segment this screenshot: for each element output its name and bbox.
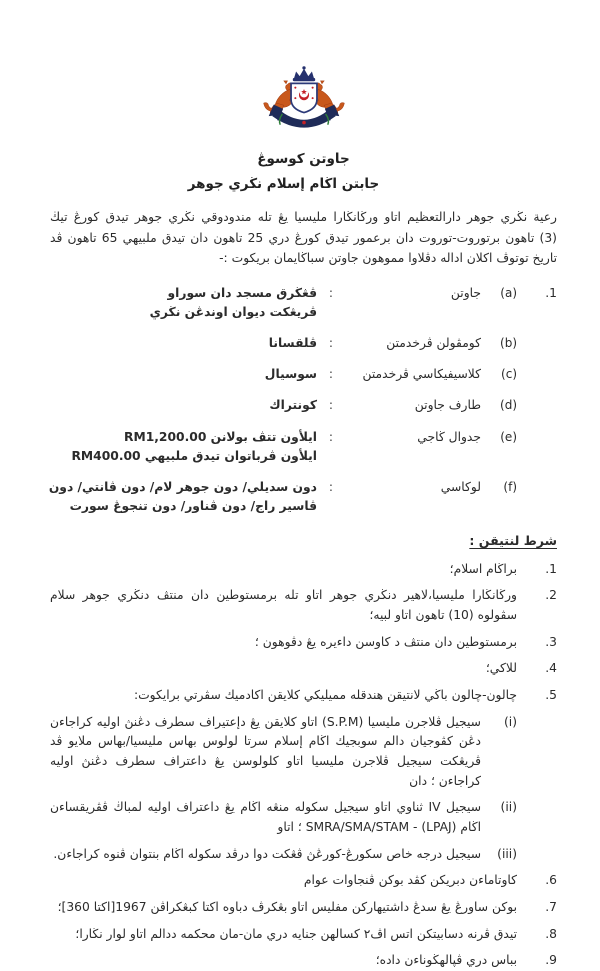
row-letter: (b) [500,336,517,351]
conditions-heading: شرط لنتيقن : [469,532,557,548]
row-letter: (e) [500,429,517,444]
sub-item-text: سيجيل ڤلاجرن مليسيا (S.P.M) اتاو كلايقن يڠ دإعتيراف سطرف دڠنڽ اوليه كراجاءن دڠن كڤوجيان دالم سوبجيك اڬام إسلام سرتا لولوس بهاس مليسيا/بهاس ملايو ڤد ڤريڠكت سيجيل ڤلاجرن مليسيا اتاو كلولوسن يڠ داعتراف سطرف دڠنڽ اوليه كراجاءن ؛ دان [50,714,481,788]
sub-item [50,713,517,792]
item-text: ورڬانڬارا مليسيا،لاهير دنڬري جوهر اتاو تله برمستوطين دان منتڤ دنڬري جوهر سلام سڤولوه (10) تاهون اتاو لبيه؛ [50,588,517,623]
vacancy-row-a [50,284,557,322]
sub-item [50,798,517,837]
item-number: 7. [545,900,557,915]
intro-line: تاريخ توتوڤ اكلان اداله دڤلاوا مموهون جاوتن سباڬايمان بريكوت :- [219,251,557,265]
condition-item [50,560,557,580]
row-label: جاوتن [450,286,481,301]
qualification-sublist [50,713,517,865]
item-text: للاكي؛ [485,661,517,676]
item-number: 8. [545,926,557,941]
item-number: 2. [545,588,557,603]
intro-line: رعية نڬري جوهر دارالتعظيم اتاو ورڬانڬارا مليسيا يڠ تله مندودوقي نڬري جوهر تيدق كورڠ تيڬ [50,210,557,225]
row-value: دون سديلي/ دون جوهر لام/ دون ڤانتي/ دون ڤاسير راج/ دون ڤناور/ دون تنجوڠ سورت [48,479,317,513]
johor-crest-icon [250,62,358,140]
sub-item-text: سيجيل IV ثناوي اتاو سيجيل سكوله منڠه اڬام يڠ داعتراف اوليه لمباڬ ڤڤريقساءن اڬام (LPAJ) - SMRA/SMA/STAM ؛ اتاو [50,800,481,835]
intro-line: (3) تاهون برتوروت-توروت دان برعمور تيدق كورڠ دري 25 تاهون دان تيدق ملبيهي 65 تاهون ڤد [50,230,557,245]
item-text: برمستوطين دان منتڤ د كاوسن داءيره يڠ دڤوهون ؛ [254,634,517,649]
conditions-list [50,560,557,971]
row-colon: : [328,429,333,444]
row-colon: : [328,398,333,413]
section-number: 1. [545,286,557,301]
row-letter: (c) [501,367,517,382]
item-text: كاوتاماءن دبريكن كڤد بوكن ڤنجاوات عوام [303,873,517,888]
vacancy-row-d [50,396,557,415]
item-number: 5. [545,688,557,703]
vacancy-row-e [50,428,557,466]
sub-item-number: (iii) [497,846,517,861]
row-value: ڤلقسانا [268,336,317,351]
row-letter: (a) [500,286,517,301]
vacancy-details [50,284,557,515]
row-label: كلاسيفيكاسي ڤرخدمتن [362,367,481,382]
row-colon: : [328,336,333,351]
condition-item [50,659,557,679]
item-number: 9. [545,953,557,968]
item-number: 4. [545,661,557,676]
item-number: 6. [545,873,557,888]
condition-item [50,633,557,653]
sub-item-number: (i) [503,714,517,729]
row-colon: : [328,367,333,382]
row-colon: : [328,286,333,301]
row-letter: (d) [500,398,517,413]
item-number: 3. [545,634,557,649]
row-value: سوسيال [264,367,317,382]
row-value: كونتراك [269,398,317,413]
condition-item [50,586,557,625]
row-letter: (f) [503,479,517,494]
row-label: طارف جاوتن [414,398,481,413]
row-colon: : [328,479,333,494]
sub-item-number: (ii) [500,800,517,815]
row-value: ڤڠڬرق مسجد دان سوراو ڤريڠكت ديوان اوندڠن نڬري [149,286,317,320]
vacancy-row-c [50,365,557,384]
item-text: چالون-چالون باڬي لانتيقن هندقله مميليكي كلايقن اكادميك سڤرتي برايكوت: [133,688,517,703]
item-number: 1. [545,561,557,576]
item-text: تيدق ڤرنه دسابيتكن اتس اڤ٢ كسالهن جنايه دري مان-مان محكمه ددالم اتاو لوار نڬارا؛ [75,926,517,941]
sub-item-text: سيجيل درجه خاص سكورڠ-كورڠڽ ڤڠكت دوا درڤد سكوله اڬام بنتوان ڤنوه كراجاءن. [53,846,481,861]
condition-item [50,925,557,945]
item-text: بباس دري ڤڽالهڬوناءن داده؛ [375,953,517,968]
row-label: لوكاسي [440,479,481,494]
vacancy-row-f [50,478,557,516]
condition-item [50,898,557,918]
item-text: براڬام اسلام؛ [449,561,517,576]
intro-paragraph [50,207,557,268]
item-text: بوكن ساورڠ يڠ سدڠ داشتيهاركن مفليس اتاو بڠكرڤ دباوه اكتا كبڠكراڤن 1967[اكتا 360]؛ [57,900,517,915]
document-title: جاوتن كوسوڠ [257,151,350,167]
vacancy-row-b [50,334,557,353]
row-label: كومڤولن ڤرخدمتن [386,336,481,351]
row-label: جدوال ڬاجي [417,429,481,444]
condition-item [50,686,557,706]
condition-item [50,871,557,891]
document-subtitle: جابتن اڬام إسلام نڬري جوهر [187,176,380,193]
sub-item [50,845,517,865]
crest-container [50,62,557,144]
row-value: ايلأون تتڤ بولانن RM1,200.00 ايلأون ڤرباتوان تيدق ملبيهي RM400.00 [71,429,317,463]
condition-item [50,951,557,971]
